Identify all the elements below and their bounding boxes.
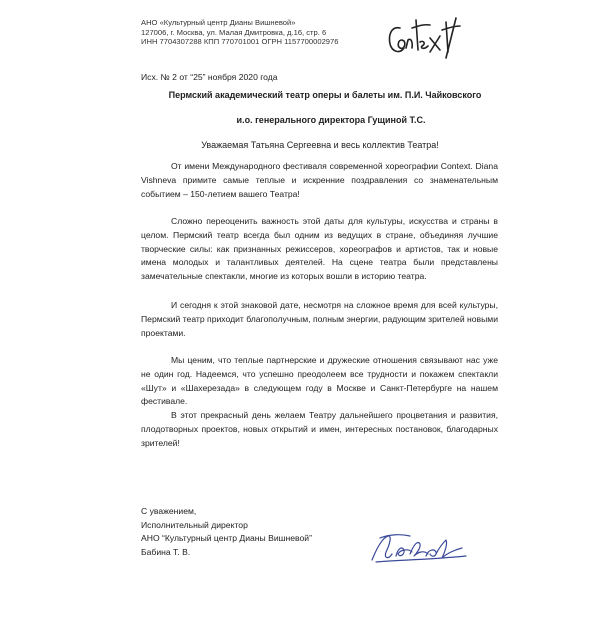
signer-organization: АНО “Культурный центр Дианы Вишневой” bbox=[141, 533, 312, 544]
paragraph: В этот прекрасный день желаем Театру дальнейшего процветания и развития, плодотворных проектов, новых открытий и имен, интересных постановок, благодарных зрителей! bbox=[141, 410, 498, 448]
paragraph: Мы ценим, что теплые партнерские и дружеские отношения связывают нас уже не один год. Надеемся, что успешно преодолеем все трудности и покажем спектакли «Шут» и «Шахерезада» в следующем году в Москве и Санкт-Петербурге на нашем фестивале. bbox=[141, 355, 498, 407]
org-ids: ИНН 7704307288 КПП 770701001 ОГРН 1157700002976 bbox=[141, 37, 339, 47]
context-logo bbox=[386, 14, 466, 62]
addressee-organization: Пермский академический театр оперы и балеты им. П.И. Чайковского bbox=[168, 90, 482, 100]
signer-position: Исполнительный директор bbox=[141, 519, 248, 530]
letterhead bbox=[141, 18, 338, 47]
addressee-person: и.о. генерального директора Гущиной Т.С. bbox=[236, 115, 426, 125]
salutation: Уважаемая Татьяна Сергеевна и весь коллектив Театра! bbox=[201, 140, 439, 150]
paragraph: Сложно переоценить важность этой даты для культуры, искусства и страны в целом. Пермский театр всегда был одним из ведущих в стране, объединяя лучшие творческие силы: как признанных режиссеров, хореографов и артистов, так и новые имена молодых и талантливых деятелей. На сцене театра были представлены замечательные спектакли, многие из которых вошли в историю театра. bbox=[141, 216, 498, 282]
handwritten-signature bbox=[366, 530, 476, 566]
paragraph: И сегодня к этой знаковой дате, несмотря на сложное время для всей культуры, Пермский театр приходит благополучным, полным энергии, радующим зрителей новыми проектами. bbox=[141, 300, 498, 338]
signer-name: Бабина Т. В. bbox=[141, 546, 191, 557]
org-name: АНО «Культурный центр Дианы Вишневой» bbox=[141, 18, 296, 27]
outgoing-reference: Исх. № 2 от “25” ноября 2020 года bbox=[141, 72, 278, 82]
org-address: 127006, г. Москва, ул. Малая Дмитровка, д.16, стр. 6 bbox=[141, 27, 327, 37]
closing-regards: С уважением, bbox=[141, 506, 197, 516]
closing-block bbox=[141, 505, 312, 559]
paragraph: От имени Международного фестиваля современной хореографии Context. Diana Vishneva примите самые теплые и искренние поздравления со знаменательным событием – 150-летием вашего Театра! bbox=[141, 161, 498, 199]
